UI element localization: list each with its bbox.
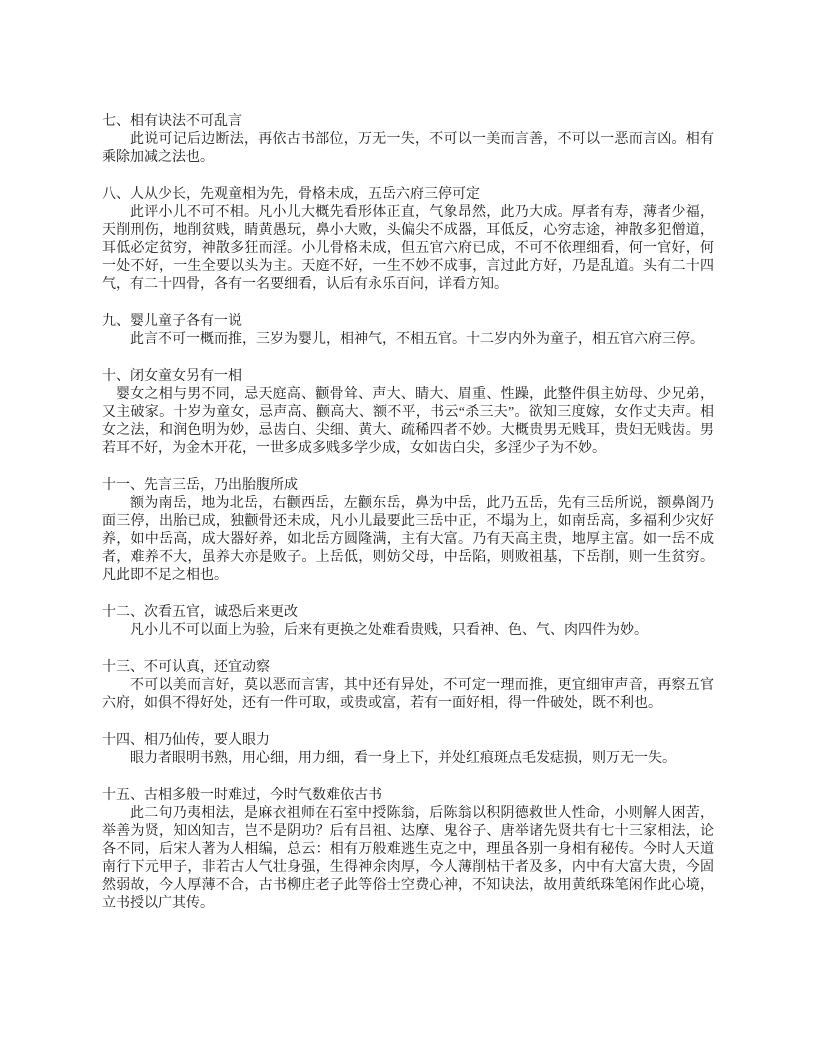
section-heading: 十、闭女童女另有一相	[102, 369, 242, 384]
section-paragraph: 此说可记后边断法，再依古书部位，万无一失，不可以一美而言善，不可以一恶而言凶。相有乘除加减之法也。	[102, 132, 714, 165]
text-section	[102, 732, 714, 768]
section-paragraph: 眼力者眼明书熟，用心细，用力细，看一身上下，并处红痕斑点毛发痣损，则万无一失。	[130, 751, 676, 766]
section-heading: 八、人从少长，先观童相为先，骨格未成，五岳六府三停可定	[102, 187, 480, 202]
section-paragraph: 额为南岳，地为北岳，右颧西岳，左颧东岳，鼻为中岳，此乃五岳，先有三岳所说，额鼻阁乃面三停，出胎已成，独颧骨还未成，凡小儿最要此三岳中正，不塌为上，如南岳高，多福利少灾好养，如中岳高，成大器好养，如北岳方圆隆满，主有大富。乃有天高主贵，地厚主富。如一岳不成者，难养不大，虽养大亦是败子。上岳低，则妨父母，中岳陷，则败祖基，下岳削，则一生贫穷。凡此即不足之相也。	[102, 496, 714, 583]
text-section	[102, 186, 714, 294]
section-paragraph: 婴女之相与男不同，忌天庭高、颧骨耸、声大、睛大、眉重、性躁，此整件俱主妨母、少兄弟，又主破家。十岁为童女，忌声高、颧高大、额不平，书云“杀三夫”。欲知三度嫁，女作丈夫声。相女之法，和润色明为妙，忌齿白、尖细、黄大、疏稀四者不妙。大概贵男无贱耳，贵妇无贱齿。男若耳不好，为金木开花，一世多成多贱多学少成，女如齿白尖，多淫少子为不妙。	[102, 387, 714, 456]
section-paragraph: 此评小儿不可不相。凡小儿大概先看形体正直，气象昂然，此乃大成。厚者有寿，薄者少福，天削刑伤，地削贫贱，睛黄愚玩，鼻小大败，头偏尖不成器，耳低反，心穷志途，神散多犯僧道，耳低必定贫穷，神散多狂而淫。小儿骨格未成，但五官六府已成，不可不依理细看，何一官好，何一处不好，一生全要以头为主。天庭不好，一生不妙不成事，言过此方好，乃是乱道。头有二十四气，有二十四骨，各有一名要细看，认后有永乐百问，详看方知。	[102, 205, 714, 292]
section-heading: 九、婴儿童子各有一说	[102, 314, 242, 329]
text-section	[102, 477, 714, 585]
document-content	[102, 113, 714, 913]
text-section	[102, 113, 714, 167]
text-section	[102, 368, 714, 458]
section-heading: 十四、相乃仙传，要人眼力	[102, 733, 270, 748]
text-section	[102, 787, 714, 913]
section-heading: 七、相有诀法不可乱言	[102, 114, 242, 129]
section-paragraph: 凡小儿不可以面上为验，后来有更换之处难看贵贱，只看神、色、气、肉四件为妙。	[130, 623, 648, 638]
section-paragraph: 此二句乃夷相法，是麻衣祖师在石室中授陈翁，后陈翁以积阴德救世人性命，小则解人困苦，举善为贤，知凶知吉，岂不是阴功？后有吕祖、达摩、鬼谷子、唐举诸先贤共有七十三家相法，论各不同，后宋人著为人相编，总云：相有万般难逃生克之中，理虽各别一身相有秘传。今时人天道南行下元甲子，非若古人气壮身强，生得神余肉厚，今人薄削枯干者及多，内中有大富大贵，今固然弱故，今人厚薄不合，古书柳庄老子此等俗士空费心神，不知诀法，故用黄纸珠笔闲作此心境，立书授以广其传。	[102, 806, 714, 911]
text-section	[102, 604, 714, 640]
section-paragraph: 此言不可一概而推，三岁为婴儿，相神气，不相五官。十二岁内外为童子，相五官六府三停。	[130, 332, 704, 347]
section-heading: 十一、先言三岳，乃出胎腹所成	[102, 478, 298, 493]
section-heading: 十二、次看五官，诚恐后来更改	[102, 605, 298, 620]
text-section	[102, 313, 714, 349]
section-heading: 十五、古相多般一时难过，今时气数难依古书	[102, 788, 382, 803]
section-heading: 十三、不可认真，还宜动察	[102, 660, 270, 675]
section-paragraph: 不可以美而言好，莫以恶而言害，其中还有异处，不可定一理而推，更宜细审声音，再察五官六府，如俱不得好处，还有一件可取，或贵或富，若有一面好相，得一件破处，既不利也。	[102, 678, 714, 711]
text-section	[102, 659, 714, 713]
